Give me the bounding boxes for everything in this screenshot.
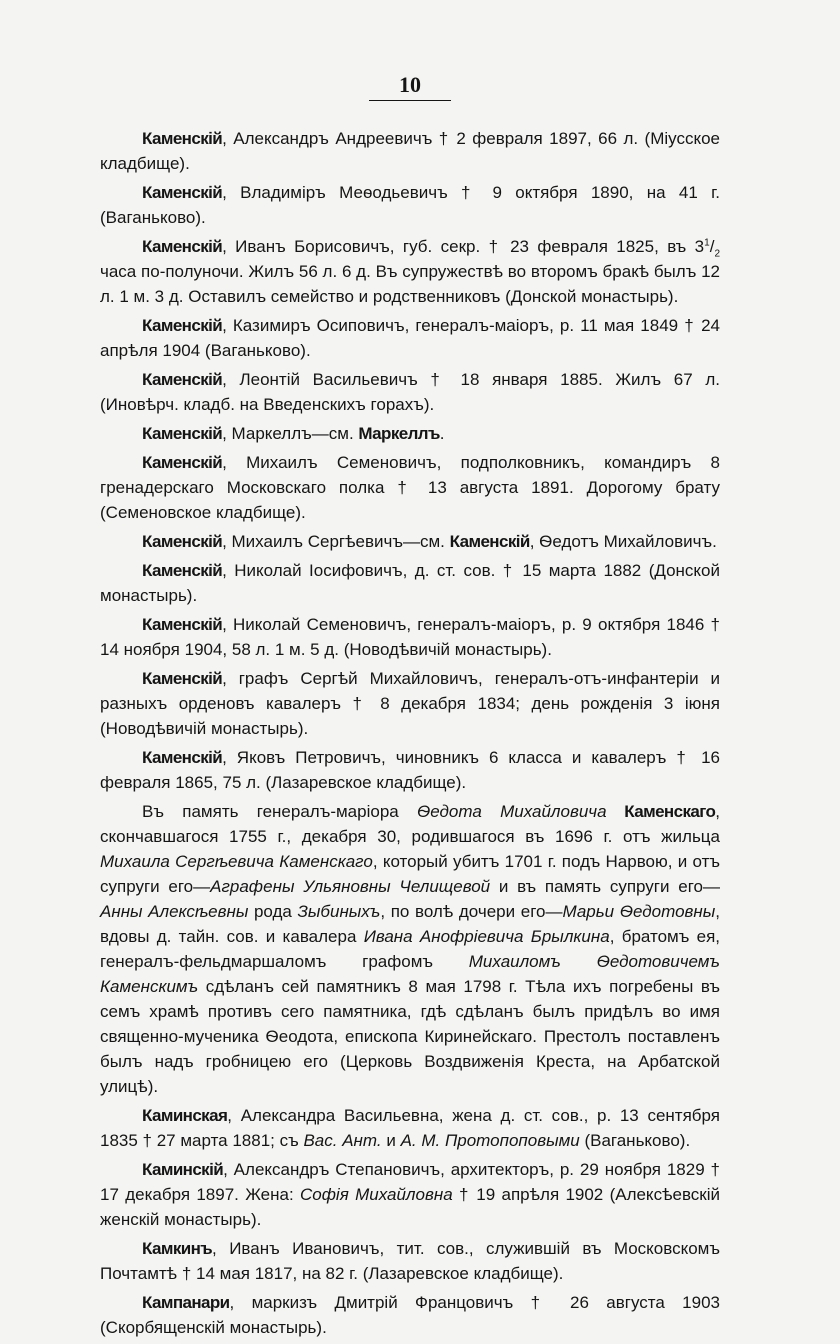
person-name: Михаиломъ Ѳедотовичемъ Каменскимъ <box>100 952 720 996</box>
entry <box>100 367 720 417</box>
person-name: Аграфены Ульяновны Челищевой <box>210 877 491 896</box>
entry-text: , Александръ Андреевичъ † 2 февраля 1897, 66 л. (Міусское кладбище). <box>100 129 720 173</box>
person-name: Вас. Ант. <box>303 1131 382 1150</box>
entry-surname: Каменскій <box>142 183 223 202</box>
person-name: А. М. Протопоповыми <box>400 1131 580 1150</box>
person-name: Марьи Ѳедотовны <box>562 902 716 921</box>
entry: Каминскій, Александръ Степановичъ, архитекторъ, р. 29 ноября 1829 † 17 декабря 1897. Жена: Софія Михайловна † 19 апрѣля 1902 (Алексѣевскій женскій монастырь). <box>100 1160 720 1229</box>
person-name: Зыбиныхъ <box>297 902 381 921</box>
person-name: Анны Алексѣевны <box>100 902 249 921</box>
entry-text: , Леонтій Васильевичъ † 18 января 1885. Жилъ 67 л. (Иновѣрч. кладб. на Введенскихъ горахъ). <box>100 370 720 414</box>
entry <box>100 745 720 795</box>
entry-text: , Михаилъ Сергѣевичъ—см. <box>222 532 450 551</box>
entry-surname: Каменскій <box>142 237 223 256</box>
entry-text: , Маркеллъ—см. <box>222 424 359 443</box>
entry-text: , Николай Іосифовичъ, д. ст. сов. † 15 марта 1882 (Донской монастырь). <box>100 561 720 605</box>
entry <box>100 313 720 363</box>
page-number: 10 <box>100 70 720 104</box>
fraction-denominator: 2 <box>714 248 720 260</box>
entry <box>100 450 720 525</box>
person-name: Михаила Сергѣевича Каменскаго <box>100 852 373 871</box>
person-name: Ивана Анофріевича Брылкина <box>363 927 610 946</box>
entry-surname: Каменскій <box>142 748 223 767</box>
document-page <box>100 70 720 1344</box>
person-surname: Каменскаго <box>606 802 716 821</box>
person-name: Софія Михайловна <box>300 1185 453 1204</box>
entry-surname: Каменскій <box>142 370 223 389</box>
entry-text: часа по-полуночи. Жилъ 56 л. 6 д. Въ супружествѣ во второмъ бракѣ былъ 12 л. 1 м. 3 д. Оставилъ семейство и родственниковъ (Донской монастырь). <box>100 262 720 306</box>
entry <box>100 126 720 176</box>
entry-text: , Николай Семеновичъ, генералъ-маіоръ, р. 9 октября 1846 † 14 ноября 1904, 58 л. 1 м. 5 д. (Новодѣвичій монастырь). <box>100 615 720 659</box>
entry <box>100 612 720 662</box>
entry-surname: Каминскій <box>142 1160 224 1179</box>
entry-text: , Владиміръ Меѳодьевичъ † 9 октября 1890, на 41 г. (Ваганьково). <box>100 183 720 227</box>
fraction-slash: / <box>709 237 715 256</box>
entry-surname: Каменскій <box>142 424 223 443</box>
entry-surname: Камкинъ <box>142 1239 213 1258</box>
entry-surname: Каменскій <box>142 316 223 335</box>
entry-text: , Казимиръ Осиповичъ, генералъ-маіоръ, р. 11 мая 1849 † 24 апрѣля 1904 (Ваганьково). <box>100 316 720 360</box>
entry-text: , Иванъ Борисовичъ, губ. секр. † 23 февраля 1825, въ 3 <box>222 237 705 256</box>
person-name: Ѳедота Михайловича <box>417 802 607 821</box>
memorial-inscription: Въ память генералъ-маріора Ѳедота Михайловича Каменскаго, скончавшагося 1755 г., декабря 30, родившагося въ 1696 г. отъ жильца Михаила Сергѣевича Каменскаго, который убитъ 1701 г. подъ Нарвою, и отъ супруги его—Аграфены Ульяновны Челищевой и въ память супруги его—Анны Алексѣевны рода Зыбиныхъ, по волѣ дочери его—Марьи Ѳедотовны, вдовы д. тайн. сов. и кавалера Ивана Анофріевича Брылкина, братомъ ея, генералъ-фельдмаршаломъ графомъ Михаиломъ Ѳедотовичемъ Каменскимъ сдѣланъ сей памятникъ 8 мая 1798 г. Тѣла ихъ погребены въ семъ храмѣ противъ сего памятника, гдѣ сдѣланъ былъ придѣлъ во имя священно-мученика Ѳеодота, епископа Киринейскаго. Престолъ поставленъ былъ надъ гробницею его (Церковь Воздвиженія Креста, на Арбатской улицѣ). <box>100 802 721 1096</box>
entry: Каминская, Александра Васильевна, жена д. ст. сов., р. 13 сентября 1835 † 27 марта 1881; съ Вас. Ант. и А. М. Протопоповыми (Ваганьково). <box>100 1106 720 1150</box>
entry-surname: Каменскій <box>142 129 223 148</box>
entry-text: , Яковъ Петровичъ, чиновникъ 6 класса и кавалеръ † 16 февраля 1865, 75 л. (Лазаревское кладбище). <box>100 748 720 792</box>
entry <box>100 558 720 608</box>
fraction-numerator: 1 <box>704 237 710 249</box>
entry-surname: Каменскій <box>142 532 223 551</box>
entry: Каменскій, Маркеллъ—см. Маркеллъ. <box>142 424 445 443</box>
entry: Камкинъ, Иванъ Ивановичъ, тит. сов., служившій въ Московскомъ Почтамтѣ † 14 мая 1817, на 82 г. (Лазаревское кладбище). <box>100 1239 720 1283</box>
entry-surname: Каминская <box>142 1106 228 1125</box>
entry <box>100 234 720 309</box>
entry-text: , Михаилъ Семеновичъ, подполковникъ, командиръ 8 гренадерскаго Московскаго полка † 13 августа 1891. Дорогому брату (Семеновское кладбище). <box>100 453 720 522</box>
cross-reference: Каменскій <box>449 532 530 551</box>
entry <box>100 180 720 230</box>
entry <box>100 666 720 741</box>
entry-text: , графъ Сергѣй Михайловичъ, генералъ-отъ-инфантеріи и разныхъ орденовъ кавалеръ † 8 декабря 1834; день рожденія 3 іюня (Новодѣвичій монастырь). <box>100 669 720 738</box>
entry-surname: Каменскій <box>142 669 223 688</box>
entry-surname: Каменскій <box>142 615 223 634</box>
entry-surname: Кампанари <box>142 1293 230 1312</box>
entry-surname: Каменскій <box>142 453 223 472</box>
entry: Кампанари, маркизъ Дмитрій Францовичъ † 26 августа 1903 (Скорбященскій монастырь). <box>100 1293 720 1337</box>
cross-reference: Маркеллъ <box>358 424 440 443</box>
entry-surname: Каменскій <box>142 561 223 580</box>
entry: Каменскій, Михаилъ Сергѣевичъ—см. Каменскій, Ѳедотъ Михайловичъ. <box>142 532 717 551</box>
